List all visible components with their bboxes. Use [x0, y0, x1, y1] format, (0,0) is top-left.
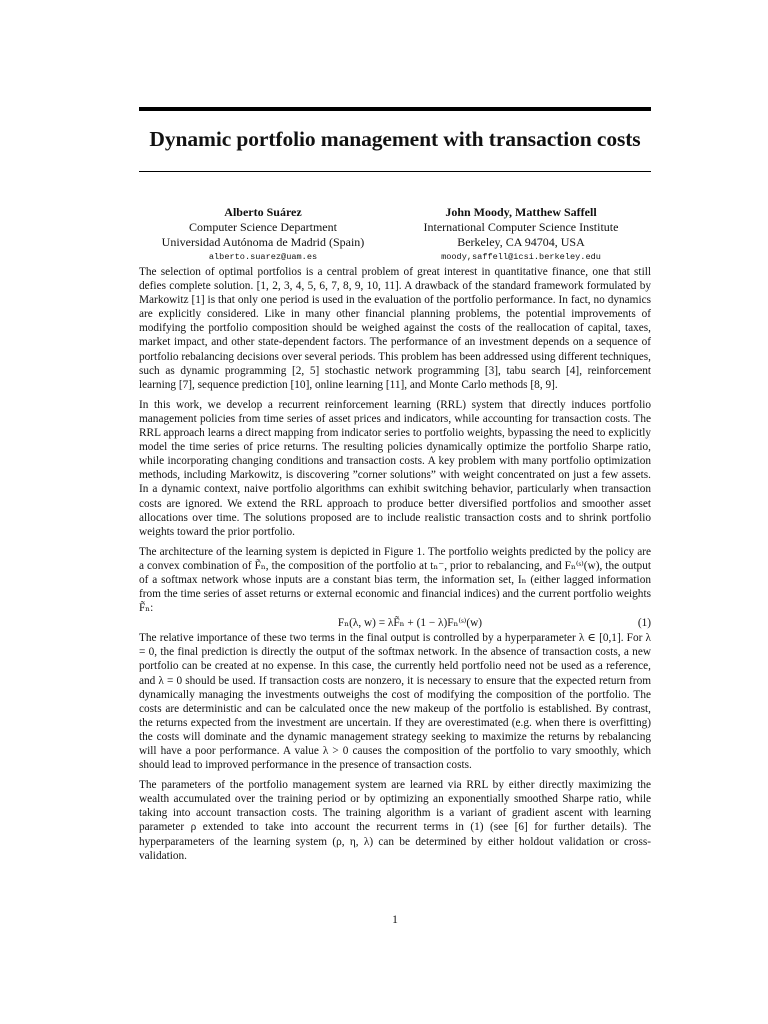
author-email: moody,saffell@icsi.berkeley.edu [441, 252, 601, 262]
paragraph: The parameters of the portfolio management system are learned via RRL by either directly maximizing the wealth accumulated over the training period or by optimizing an exponentially smoothed Sharpe ratio, while taking into account transaction costs. The training algorithm is a variant of gradient ascent with learning parameter ρ extended to take into account the recurrent terms in (1) (see [6] for further details). The hyperparameters of the learning system (ρ, η, λ) can be determined by either holdout validation or cross-validation. [139, 779, 651, 862]
body-text [139, 265, 651, 869]
paragraph: The architecture of the learning system is depicted in Figure 1. The portfolio weights predicted by the policy are a convex combination of F̃ₙ, the composition of the portfolio at tₙ⁻, prior to rebalancing, and Fₙ⁽ˢ⁾(w), the output of a softmax network whose inputs are a constant bias term, the information set, Iₙ (either lagged information from the time series of asset returns or external economic and financial indices) and the current portfolio weights F̃ₙ: [139, 545, 651, 615]
author-name: John Moody, Matthew Saffell [445, 205, 597, 219]
author-affiliation: Universidad Autónoma de Madrid (Spain) [161, 235, 365, 249]
equation-1 [139, 616, 651, 630]
author-1 [139, 205, 387, 265]
equation-number: (1) [637, 617, 651, 630]
author-2 [395, 205, 647, 265]
title-top-rule [139, 107, 651, 111]
page-number: 1 [392, 914, 398, 926]
equation-formula: Fₙ(λ, w) = λF̃ₙ + (1 − λ)Fₙ⁽ˢ⁾(w) [337, 617, 483, 630]
paragraph: The relative importance of these two terms in the final output is controlled by a hyperparameter λ ∈ [0,1]. For λ = 0, the final prediction is directly the output of the softmax network. In the absence of transaction costs, a new portfolio can be created at no expense. In this case, the currently held portfolio need not be used as a reference, and λ = 0 should be used. If transaction costs are nonzero, it is necessary to ensure that the expected return from dynamically managing the investments outweighs the cost of modifying the composition of the portfolio. The costs are deterministic and can be calculated once the new makeup of the portfolio is established. By contrast, the returns expected from the investment are uncertain. If they are overestimated (e.g. when there is overfitting) the costs will dominate and the dynamic management strategy seeking to maximize the returns by rebalancing will have a poor performance. A value λ > 0 causes the composition of the portfolio to vary smoothly, which should lead to improved performance in the presence of transaction costs. [139, 632, 651, 772]
paragraph: The selection of optimal portfolios is a central problem of great interest in quantitative finance, one that still defies complete solution. [1, 2, 3, 4, 5, 6, 7, 8, 9, 10, 11]. A drawback of the standard framework formulated by Markowitz [1] is that only one period is used in the evaluation of the portfolio performance. In fact, no dynamics are explicitly considered. Like in many other financial planning problems, the potential improvements of modifying the portfolio composition should be weighed against the costs of the reallocation of capital, taxes, market impact, and other state-dependent factors. The performance of an investment depends on a sequence of portfolio rebalancing decisions over several periods. This problem has been addressed using different techniques, such as dynamic programming [2, 5] stochastic network programming [3], tabu search [4], reinforcement learning [7], sequence prediction [10], online learning [11], and Monte Carlo methods [8, 9]. [139, 266, 651, 391]
author-block [139, 205, 651, 261]
author-email: alberto.suarez@uam.es [208, 252, 318, 262]
author-affiliation: International Computer Science Institute [423, 220, 619, 234]
title-bottom-rule [139, 171, 651, 172]
author-affiliation: Computer Science Department [189, 220, 337, 234]
author-affiliation: Berkeley, CA 94704, USA [457, 235, 585, 249]
paper-title: Dynamic portfolio management with transaction costs [149, 127, 641, 151]
paragraph: In this work, we develop a recurrent reinforcement learning (RRL) system that directly induces portfolio management policies from time series of asset prices and indicators, while accounting for transaction costs. The RRL approach learns a direct mapping from indicator series to portfolio weights, bypassing the need to explicitly model the time series of price returns. The resulting policies dynamically optimize the portfolio Sharpe ratio, while incorporating changing conditions and transaction costs. A key problem with many portfolio optimization methods, including Markowitz, is discovering ”corner solutions” with weight concentrated on just a few assets. In a dynamic context, naive portfolio algorithms can exhibit switching behavior, particularly when transaction costs are ignored. We extend the RRL approach to produce better diversified portfolios and smoother asset allocations over time. The solutions proposed are to include realistic transaction costs and to shrink portfolio weights toward the prior portfolio. [139, 398, 651, 538]
author-name: Alberto Suárez [224, 205, 302, 219]
